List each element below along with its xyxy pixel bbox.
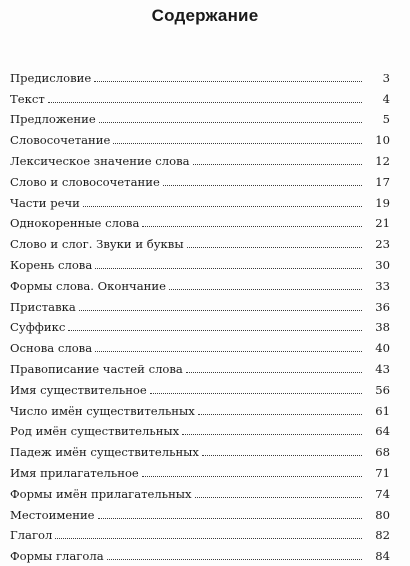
toc-entry (10, 376, 390, 397)
toc-entry (10, 480, 390, 501)
toc-dot-leader (95, 268, 362, 269)
toc-entry-label: Лексическое значение слова (10, 153, 190, 168)
toc-entry-page-number: 19 (375, 195, 390, 210)
toc-entry-page-number: 36 (375, 299, 390, 314)
toc-entry-label: Однокоренные слова (10, 216, 140, 231)
toc-dot-leader (99, 122, 362, 123)
table-of-contents (10, 64, 390, 563)
toc-entry (10, 189, 390, 210)
toc-entry-label: Словосочетание (10, 133, 111, 148)
toc-dot-leader (55, 538, 362, 539)
toc-entry-label: Текст (10, 91, 45, 106)
toc-entry-label: Местоимение (10, 507, 95, 522)
toc-dot-leader (169, 289, 362, 290)
toc-entry-page-number: 40 (375, 341, 390, 356)
toc-entry-label: Формы имён прилагательных (10, 486, 192, 501)
toc-entry (10, 522, 390, 543)
toc-entry (10, 272, 390, 293)
toc-dot-leader (142, 226, 362, 227)
toc-entry-label: Корень слова (10, 257, 93, 272)
toc-entry-page-number: 64 (375, 424, 390, 439)
toc-entry (10, 334, 390, 355)
toc-entry (10, 459, 390, 480)
toc-entry-page-number: 4 (382, 91, 390, 106)
toc-dot-leader (95, 351, 362, 352)
toc-entry-label: Правописание частей слова (10, 361, 183, 376)
toc-entry-label: Имя прилагательное (10, 465, 139, 480)
toc-dot-leader (195, 497, 362, 498)
toc-dot-leader (98, 518, 362, 519)
toc-entry-page-number: 43 (375, 361, 390, 376)
toc-entry (10, 397, 390, 418)
toc-entry (10, 64, 390, 85)
toc-entry (10, 106, 390, 127)
toc-entry-page-number: 17 (375, 174, 390, 189)
toc-entry (10, 210, 390, 231)
toc-entry-page-number: 23 (375, 237, 390, 252)
toc-entry-label: Формы слова. Окончание (10, 278, 166, 293)
toc-entry-label: Глагол (10, 528, 53, 543)
toc-dot-leader (163, 185, 362, 186)
toc-entry (10, 251, 390, 272)
toc-dot-leader (193, 164, 362, 165)
toc-entry-page-number: 12 (375, 153, 390, 168)
toc-entry-label: Формы глагола (10, 549, 104, 564)
toc-dot-leader (182, 434, 362, 435)
toc-entry (10, 230, 390, 251)
toc-entry (10, 85, 390, 106)
page-title: Содержание (151, 6, 259, 25)
toc-dot-leader (83, 206, 362, 207)
toc-entry-page-number: 3 (382, 70, 390, 85)
toc-entry-label: Имя существительное (10, 382, 147, 397)
toc-entry-page-number: 38 (375, 320, 390, 335)
toc-entry-page-number: 74 (375, 486, 390, 501)
toc-dot-leader (186, 372, 362, 373)
toc-entry-label: Основа слова (10, 341, 93, 356)
toc-entry (10, 168, 390, 189)
toc-entry (10, 126, 390, 147)
toc-entry-label: Число имён существительных (10, 403, 195, 418)
toc-dot-leader (79, 310, 362, 311)
toc-dot-leader (142, 476, 362, 477)
toc-dot-leader (68, 330, 362, 331)
toc-entry-label: Слово и слог. Звуки и буквы (10, 237, 184, 252)
toc-dot-leader (48, 102, 362, 103)
toc-dot-leader (107, 559, 362, 560)
toc-dot-leader (113, 143, 362, 144)
toc-entry-page-number: 80 (375, 507, 390, 522)
toc-entry-page-number: 56 (375, 382, 390, 397)
toc-entry-label: Предложение (10, 112, 96, 127)
toc-entry (10, 501, 390, 522)
toc-entry-page-number: 84 (375, 549, 390, 564)
toc-entry (10, 542, 390, 563)
toc-entry-label: Род имён существительных (10, 424, 180, 439)
toc-entry-page-number: 33 (375, 278, 390, 293)
toc-entry-page-number: 68 (375, 445, 390, 460)
toc-entry (10, 438, 390, 459)
toc-entry-page-number: 61 (375, 403, 390, 418)
toc-entry-page-number: 71 (375, 465, 390, 480)
toc-entry (10, 314, 390, 335)
toc-entry (10, 147, 390, 168)
toc-entry-label: Предисловие (10, 70, 92, 85)
toc-dot-leader (198, 414, 362, 415)
toc-dot-leader (150, 393, 362, 394)
toc-entry-page-number: 30 (375, 257, 390, 272)
toc-entry-page-number: 21 (375, 216, 390, 231)
toc-dot-leader (94, 81, 362, 82)
toc-entry-label: Приставка (10, 299, 76, 314)
toc-entry-page-number: 82 (375, 528, 390, 543)
toc-entry-page-number: 5 (382, 112, 390, 127)
toc-dot-leader (202, 455, 362, 456)
toc-entry-label: Падеж имён существительных (10, 445, 199, 460)
toc-entry-label: Части речи (10, 195, 80, 210)
toc-entry-page-number: 10 (375, 133, 390, 148)
toc-entry (10, 355, 390, 376)
toc-entry (10, 293, 390, 314)
toc-entry-label: Суффикс (10, 320, 66, 335)
toc-dot-leader (187, 247, 362, 248)
toc-entry-label: Слово и словосочетание (10, 174, 160, 189)
toc-entry (10, 418, 390, 439)
